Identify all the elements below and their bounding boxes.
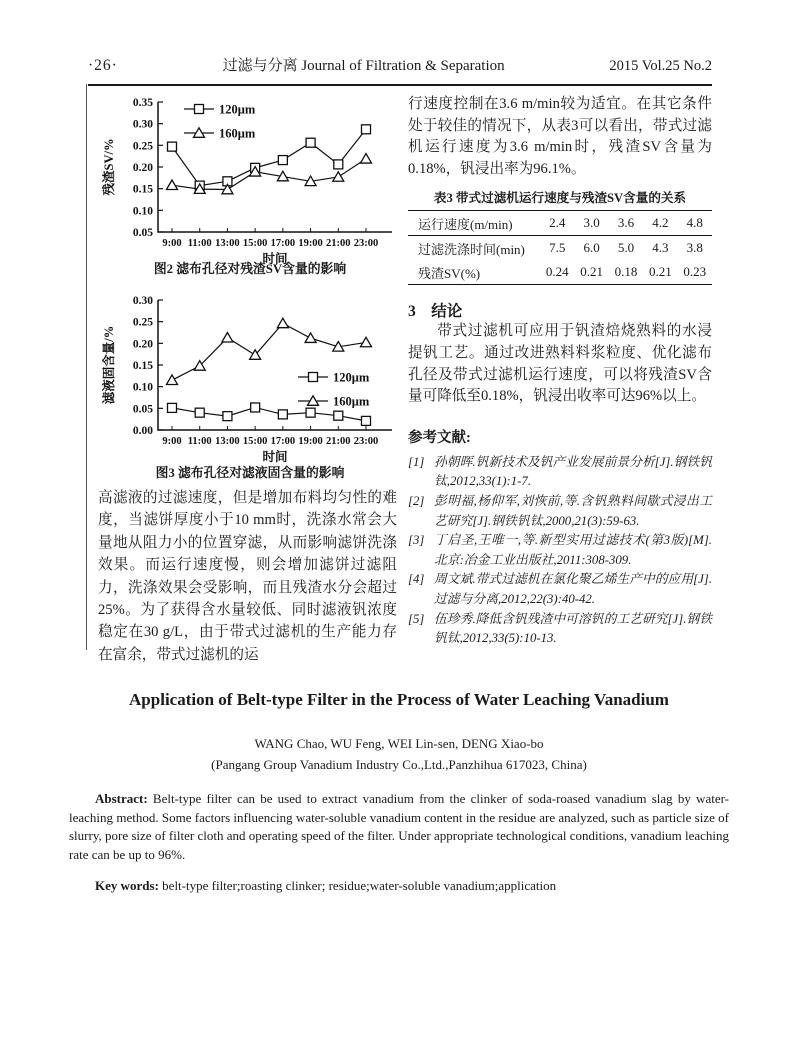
reference-item: [408, 492, 712, 531]
section-heading-conclusion: 3 结论: [408, 303, 463, 321]
cell-value: 3.0: [574, 211, 608, 236]
reference-item: [408, 570, 712, 609]
figure2-line-chart: [100, 92, 400, 266]
svg-text:0.15: 0.15: [132, 183, 153, 196]
svg-text:0.05: 0.05: [132, 403, 153, 416]
svg-text:21:00: 21:00: [326, 436, 351, 447]
svg-text:23:00: 23:00: [353, 238, 379, 249]
page-number: ·26·: [88, 57, 118, 74]
cell-value: 6.0: [583, 240, 600, 256]
reference-item: [408, 453, 712, 492]
svg-text:160μm: 160μm: [333, 394, 370, 409]
svg-text:0.10: 0.10: [132, 381, 153, 394]
svg-text:残渣SV/%: 残渣SV/%: [102, 138, 116, 196]
references-title: 参考文献:: [408, 429, 471, 446]
reference-text: 丁启圣,王唯一,等.新型实用过滤技术(第3版)[M].北京:冶金工业出版社,2011:308-309.: [434, 533, 712, 567]
reference-text: 周文斌.带式过滤机在氯化聚乙烯生产中的应用[J].过滤与分离,2012,22(3):40-42.: [434, 572, 712, 606]
row-label: 运行速度(m/min): [408, 211, 540, 236]
svg-text:0.20: 0.20: [132, 162, 153, 174]
figure3-caption: 图3 滤布孔径对滤液固含量的影响: [155, 466, 345, 480]
svg-text:9:00: 9:00: [162, 238, 182, 249]
reference-number: [4]: [408, 572, 425, 587]
cell-value: 3.6: [609, 211, 643, 236]
speed-table: [408, 210, 712, 285]
affiliation-line: (Pangang Group Vanadium Industry Co.,Ltd.,Panzhihua 617023, China): [211, 757, 587, 772]
cell-value: 5.0: [617, 240, 635, 256]
cell-value: 0.21: [648, 264, 672, 280]
svg-text:23:00: 23:00: [353, 436, 379, 447]
table3-caption: 表3 带式过滤机运行速度与残渣SV含量的关系: [433, 191, 687, 206]
page-header: [88, 54, 712, 75]
svg-text:11:00: 11:00: [187, 238, 212, 249]
reference-item: [408, 531, 712, 570]
cell-value: 2.4: [540, 211, 574, 236]
reference-number: [3]: [408, 533, 425, 548]
reference-text: 孙朝晖.钒新技术及钒产业发展前景分析[J].钢铁钒钛,2012,33(1):1-7.: [434, 454, 712, 489]
issue-info: 2015 Vol.25 No.2: [609, 58, 712, 74]
svg-text:11:00: 11:00: [187, 436, 212, 447]
cell-value: 4.2: [643, 211, 677, 236]
keywords-label: Key words:: [95, 878, 159, 894]
svg-text:0.30: 0.30: [132, 295, 153, 307]
cell-value: 0.23: [683, 264, 707, 280]
abstract-paragraph: [69, 790, 729, 864]
authors-line: WANG Chao, WU Feng, WEI Lin-sen, DENG Xiao-bo: [254, 736, 544, 751]
svg-text:0.10: 0.10: [132, 205, 153, 218]
svg-text:0.05: 0.05: [132, 227, 153, 239]
svg-text:滤液固含量/%: 滤液固含量/%: [102, 325, 116, 405]
table-row: [408, 260, 712, 285]
abstract-label: Abstract:: [95, 791, 148, 806]
svg-text:9:00: 9:00: [162, 436, 182, 447]
reference-item: [408, 610, 712, 649]
reference-number: [5]: [408, 611, 425, 626]
svg-text:0.20: 0.20: [132, 338, 153, 351]
references-list: [408, 453, 712, 649]
svg-text:120μm: 120μm: [219, 102, 256, 117]
left-body-paragraph: 高滤液的过滤速度，但是增加布料均匀性的难度，当滤饼厚度小于10 mm时，洗涤水常会大量地从阻力小的位置穿滤，从而影响滤饼洗涤效果。而运行速度慢，则会增加滤饼过滤阻力，洗涤效果会受影响，而且残渣水分会超过25%。为了获得含水量较低、同时滤液钒浓度稳定在30 g/L，由于带式过滤机的生产能力存在富余，带式过滤机的运: [98, 490, 397, 663]
reference-number: [1]: [408, 454, 425, 469]
svg-text:13:00: 13:00: [215, 436, 240, 447]
svg-text:15:00: 15:00: [242, 436, 268, 447]
svg-text:15:00: 15:00: [242, 238, 268, 249]
svg-text:13:00: 13:00: [215, 238, 240, 249]
english-section: [69, 690, 729, 909]
figure2-caption: 图2 滤布孔径对残渣SV含量的影响: [153, 262, 347, 276]
svg-text:160μm: 160μm: [219, 126, 256, 141]
row-label: 过滤洗涤时间(min): [418, 241, 525, 257]
conclusion-paragraph: 带式过滤机可应用于钒渣焙烧熟料的水浸提钒工艺。通过改进熟料料浆粒度、优化滤布孔径及带式过滤机运行速度，可以将残渣SV含量可降低至0.18%，钒浸出收率可达96%以上。: [408, 323, 712, 405]
cell-value: 0.21: [580, 264, 603, 280]
svg-text:0.35: 0.35: [132, 97, 153, 109]
svg-text:17:00: 17:00: [270, 436, 296, 447]
journal-title: 过滤与分离 Journal of Filtration & Separation: [222, 58, 505, 74]
row-label: 残渣SV(%): [418, 265, 481, 281]
table-row: [408, 211, 712, 236]
svg-text:0.25: 0.25: [132, 316, 153, 329]
keywords-line: [69, 877, 729, 896]
reference-text: 伍珍秀.降低含钒残渣中可溶钒的工艺研究[J].钢铁钒钛,2012,33(5):10-13.: [434, 611, 712, 646]
svg-text:17:00: 17:00: [270, 238, 296, 249]
reference-number: [2]: [408, 493, 425, 508]
right-column: [408, 94, 712, 649]
svg-text:0.00: 0.00: [132, 425, 153, 437]
cell-value: 7.5: [549, 240, 566, 256]
page-edge-line: [86, 84, 87, 650]
svg-text:时间: 时间: [262, 450, 288, 464]
keywords-text: belt-type filter;roasting clinker; residue;water-soluble vanadium;application: [162, 878, 557, 894]
right-body-paragraph: 行速度控制在3.6 m/min较为适宜。在其它条件处于较佳的情况下，从表3可以看出，带式过滤机运行速度为3.6 m/min时，残渣SV含量为0.18%，钒浸出率为96.1%。: [408, 96, 712, 177]
english-title: Application of Belt-type Filter in the Process of Water Leaching Vanadium: [129, 690, 669, 709]
svg-text:0.15: 0.15: [132, 360, 153, 372]
speed-table-body: [408, 211, 712, 285]
svg-text:时间: 时间: [262, 252, 288, 266]
svg-text:19:00: 19:00: [298, 238, 323, 249]
cell-value: 3.8: [686, 240, 703, 256]
svg-text:0.30: 0.30: [132, 118, 153, 131]
svg-text:21:00: 21:00: [326, 238, 351, 249]
abstract-text: Belt-type filter can be used to extract vanadium from the clinker of soda-roased vanadium slag by water-leaching method. Some factors influencing water-soluble vanadium content in the residue are analyzed, such as particle size of slurry, pore size of filter cloth and operating speed of the filter. Under appropriate technological conditions, vanadium leaching rate can be up to 96%.: [69, 791, 729, 862]
cell-value: 0.18: [614, 264, 638, 280]
header-rule: [88, 84, 712, 86]
cell-value: 0.24: [545, 264, 569, 280]
svg-text:0.25: 0.25: [132, 140, 153, 153]
svg-text:19:00: 19:00: [298, 436, 323, 447]
svg-text:120μm: 120μm: [333, 370, 370, 385]
cell-value: 4.3: [652, 240, 669, 256]
reference-text: 彭明福,杨仰军,刘恢前,等.含钒熟料间歇式浸出工艺研究[J].钢铁钒钛,2000,21(3):59-63.: [434, 493, 712, 528]
figure3-line-chart: [100, 290, 400, 464]
cell-value: 4.8: [678, 211, 712, 236]
table-row: [408, 236, 712, 261]
